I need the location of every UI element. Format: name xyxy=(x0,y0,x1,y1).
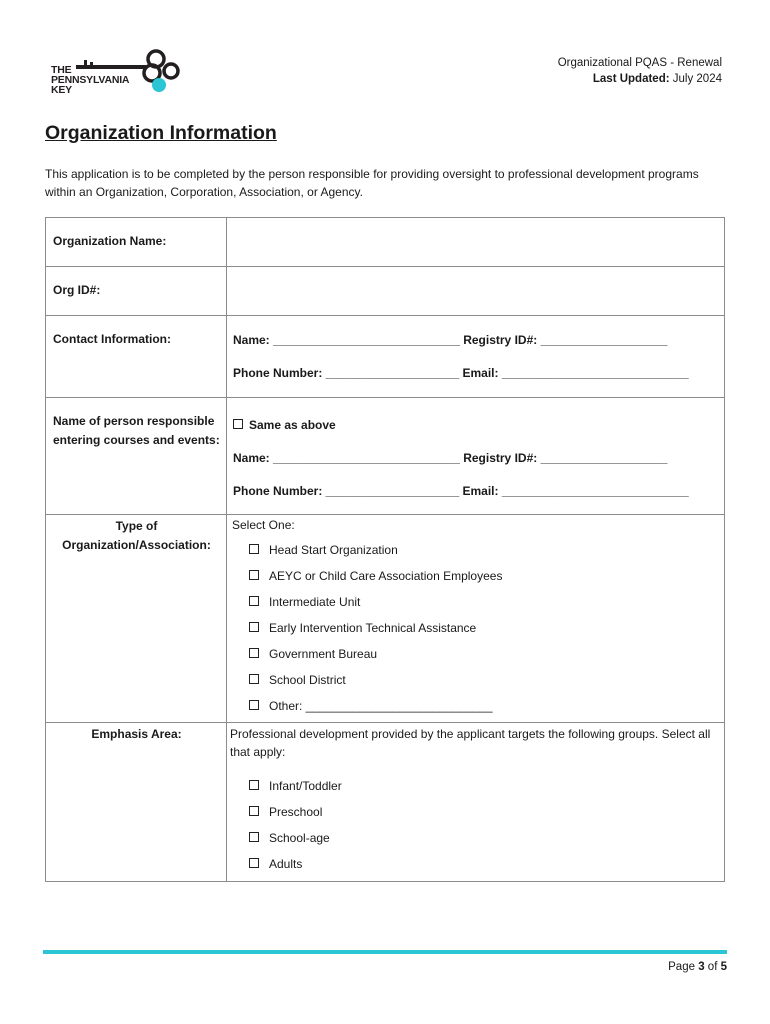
intro-paragraph: This application is to be completed by the person responsible for providing oversight to professional development programs within an Organization, Corporation, Association, or Agency. xyxy=(45,167,699,199)
list-item[interactable] xyxy=(249,667,724,693)
checkbox-icon[interactable] xyxy=(249,832,259,842)
responsible-phone-email-line[interactable]: Phone Number: ____________________ Email: ____________________________ xyxy=(233,484,689,498)
option-label: School-age xyxy=(269,831,330,845)
checkbox-icon[interactable] xyxy=(249,780,259,790)
option-label: AEYC or Child Care Association Employees xyxy=(269,569,503,583)
option-label: Government Bureau xyxy=(269,647,378,661)
list-item[interactable] xyxy=(249,641,724,667)
responsible-person-label: Name of person responsible entering courses and events: xyxy=(46,398,227,515)
list-item[interactable] xyxy=(249,773,724,799)
org-id-label: Org ID#: xyxy=(46,267,227,316)
emphasis-options xyxy=(227,773,724,877)
page-of: of xyxy=(707,961,718,973)
option-label: Adults xyxy=(269,857,303,871)
list-item[interactable] xyxy=(249,851,724,877)
checkbox-icon[interactable] xyxy=(249,700,259,710)
option-label: Preschool xyxy=(269,805,323,819)
list-item[interactable] xyxy=(249,589,724,615)
checkbox-icon[interactable] xyxy=(249,596,259,606)
footer-divider xyxy=(43,950,727,954)
page-total: 5 xyxy=(720,961,727,973)
list-item[interactable] xyxy=(249,537,724,563)
option-label: School District xyxy=(269,673,346,687)
org-type-options xyxy=(227,537,724,719)
option-label: Head Start Organization xyxy=(269,543,398,557)
same-as-above-option[interactable] xyxy=(227,415,724,448)
list-item[interactable] xyxy=(249,825,724,851)
section-title: Organization Information xyxy=(45,122,277,144)
contact-phone-email-line[interactable]: Phone Number: ____________________ Email: ____________________________ xyxy=(233,366,689,380)
responsible-person-cell xyxy=(227,398,725,515)
table-row xyxy=(46,218,725,267)
table-row xyxy=(46,398,725,515)
list-item[interactable] xyxy=(249,615,724,641)
checkbox-icon[interactable] xyxy=(249,858,259,868)
checkbox-icon[interactable] xyxy=(249,648,259,658)
last-updated-value: July 2024 xyxy=(672,73,722,85)
page-number xyxy=(668,961,727,973)
list-item[interactable] xyxy=(249,563,724,589)
org-type-label: Type of Organization/Association: xyxy=(46,515,227,723)
contact-name-registry-line[interactable]: Name: ____________________________ Registry ID#: ___________________ xyxy=(233,333,668,347)
table-row xyxy=(46,316,725,398)
option-label: Infant/Toddler xyxy=(269,779,342,793)
option-label: Other: ____________________________ xyxy=(269,699,493,713)
contact-info-label: Contact Information: xyxy=(46,316,227,398)
page-current: 3 xyxy=(698,961,705,973)
table-row xyxy=(46,515,725,723)
table-row xyxy=(46,723,725,882)
org-type-cell xyxy=(227,515,725,723)
checkbox-icon[interactable] xyxy=(249,570,259,580)
option-label: Intermediate Unit xyxy=(269,595,361,609)
document-title: Organizational PQAS - Renewal xyxy=(557,57,722,69)
org-name-label: Organization Name: xyxy=(46,218,227,267)
checkbox-icon[interactable] xyxy=(233,419,243,429)
org-id-field[interactable] xyxy=(227,267,725,316)
list-item[interactable] xyxy=(249,799,724,825)
emphasis-intro: Professional development provided by the applicant targets the following groups. Select all that apply: xyxy=(230,727,711,759)
org-name-field[interactable] xyxy=(227,218,725,267)
checkbox-icon[interactable] xyxy=(249,544,259,554)
checkbox-icon[interactable] xyxy=(249,806,259,816)
pennsylvania-key-logo xyxy=(48,46,188,98)
checkbox-icon[interactable] xyxy=(249,622,259,632)
organization-form-table xyxy=(45,217,725,882)
logo-text-the: THE xyxy=(51,64,72,76)
checkbox-icon[interactable] xyxy=(249,674,259,684)
same-as-above-label: Same as above xyxy=(249,418,336,432)
last-updated-label: Last Updated: xyxy=(592,73,670,85)
responsible-name-registry-line[interactable]: Name: ____________________________ Registry ID#: ___________________ xyxy=(233,451,668,465)
last-updated xyxy=(558,71,722,87)
emphasis-area-cell xyxy=(227,723,725,882)
table-row xyxy=(46,267,725,316)
emphasis-area-label: Emphasis Area: xyxy=(46,723,227,882)
logo-text-pennsylvania: PENNSYLVANIA xyxy=(51,74,130,86)
logo-text-key: KEY xyxy=(51,84,72,96)
page-label: Page xyxy=(668,961,695,973)
select-one-label: Select One: xyxy=(232,518,295,532)
option-label: Early Intervention Technical Assistance xyxy=(269,621,477,635)
list-item[interactable] xyxy=(249,693,724,719)
contact-info-cell xyxy=(227,316,725,398)
document-header xyxy=(558,55,722,87)
